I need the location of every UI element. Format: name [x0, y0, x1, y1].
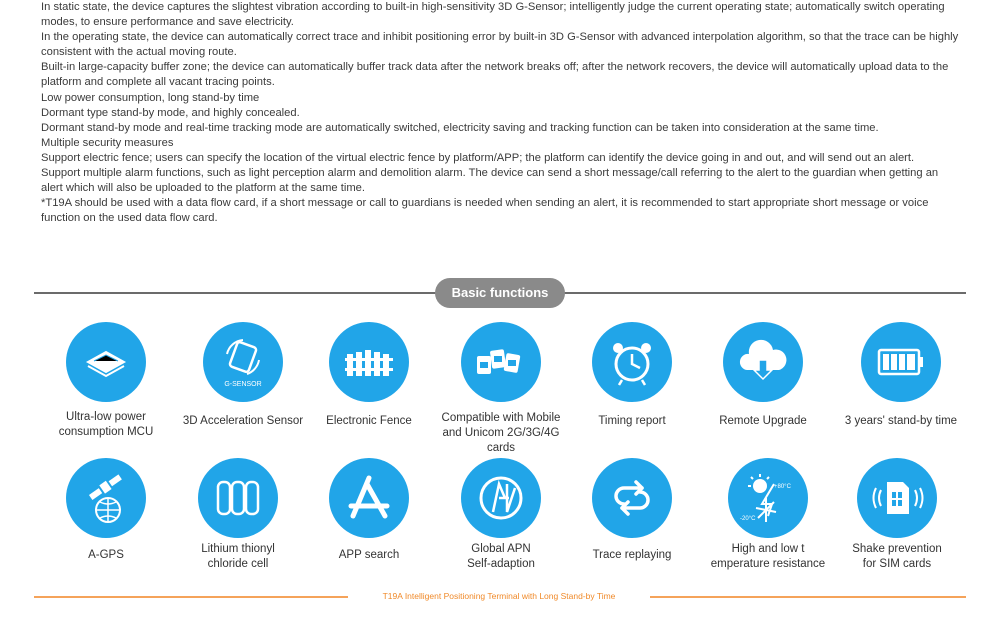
feature-label: Ultra-low power: [66, 411, 146, 423]
feature-apn: [436, 458, 566, 570]
feature-label: emperature resistance: [710, 558, 826, 570]
chip-icon: [66, 322, 146, 402]
icon-caption: +80°C: [774, 484, 791, 490]
app-store-icon: [329, 458, 409, 538]
sim-shake-icon: [857, 458, 937, 538]
alarm-clock-icon: [592, 322, 672, 402]
description-text: [41, 0, 961, 226]
fence-icon: [329, 322, 409, 402]
paragraph: In static state, the device captures the slightest vibration according to built-in high-sensitivity 3D G-Sensor; intelligently judge the current operating state; automatically switch operating modes, to ensure performance and save electricity.: [41, 1, 945, 29]
paragraph: Built-in large-capacity buffer zone; the device can automatically buffer track data after the network breaks off; after the network recovers, the device will automatically upload data to the platform and complete all vacant tracing points.: [41, 61, 949, 89]
feature-label: consumption MCU: [58, 426, 154, 438]
feature-label: High and low t: [731, 543, 805, 555]
feature-label: for SIM cards: [862, 558, 932, 570]
feature-label: Shake prevention: [852, 543, 942, 555]
paragraph: Support multiple alarm functions, such as light perception alarm and demolition alarm. The device can send a short message/call referring to the alert to the guardian when getting an alert which will also be uploaded to the platform at the same time.: [41, 167, 939, 195]
feature-label: Self-adaption: [467, 558, 535, 570]
footer-caption: T19A Intelligent Positioning Terminal with Long Stand-by Time: [382, 591, 616, 601]
paragraph: Support electric fence; users can specify the location of the virtual electric fence by platform/APP; the platform can identify the device going in and out, and will send out an alert.: [41, 151, 915, 164]
feature-mcu: [41, 322, 171, 438]
feature-timing: [567, 322, 697, 427]
feature-label: Remote Upgrade: [719, 415, 807, 427]
footer-divider: [650, 596, 966, 598]
feature-label: A-GPS: [88, 549, 124, 561]
feature-sim-shake: [832, 458, 962, 570]
sim-cards-icon: [461, 322, 541, 402]
paragraph: Dormant stand-by mode and real-time tracking mode are automatically switched, electricity saving and tracking function can be taken into consideration at the same time.: [41, 121, 879, 134]
feature-temperature: [703, 458, 833, 570]
paragraph: *T19A should be used with a data flow card, if a short message or call to guardians is needed when sending an alert, it is recommended to start appropriate short message or voice function on the used data flow card.: [41, 197, 929, 225]
feature-trace-replay: [567, 458, 697, 561]
battery-icon: [861, 322, 941, 402]
g-sensor-icon: [203, 322, 283, 402]
footer-divider: [34, 596, 348, 598]
feature-fence: [304, 322, 434, 427]
feature-label: chloride cell: [207, 558, 269, 570]
paragraph: In the operating state, the device can automatically correct trace and inhibit positioning error by built-in 3D G-Sensor with advanced interpolation algorithm, so that the trace can be highly consistent with the actual moving route.: [41, 31, 959, 59]
satellite-globe-icon: [66, 458, 146, 538]
paragraph: Low power consumption, long stand-by time: [41, 91, 260, 104]
feature-app-search: [304, 458, 434, 561]
feature-label: Electronic Fence: [326, 415, 412, 427]
paragraph: Multiple security measures: [41, 136, 174, 149]
feature-label: 3 years' stand-by time: [844, 415, 958, 427]
feature-sim-compat: [436, 322, 566, 454]
feature-label: Compatible with Mobile: [441, 412, 561, 424]
replay-arrows-icon: [592, 458, 672, 538]
feature-label: and Unicom 2G/3G/4G cards: [442, 427, 560, 454]
feature-label: Trace replaying: [592, 549, 672, 561]
feature-label: APP search: [338, 549, 400, 561]
feature-g-sensor: [178, 322, 308, 427]
battery-cells-icon: [198, 458, 278, 538]
icon-caption: -20°C: [740, 516, 756, 522]
temperature-icon: [728, 458, 808, 538]
feature-remote-upgrade: [698, 322, 828, 427]
feature-label: Lithium thionyl: [201, 543, 275, 555]
feature-agps: [41, 458, 171, 561]
feature-label: Timing report: [598, 415, 666, 427]
icon-caption: G-SENSOR: [224, 381, 262, 388]
section-title: Basic functions: [435, 278, 565, 308]
cloud-download-icon: [723, 322, 803, 402]
feature-label: Global APN: [471, 543, 531, 555]
apn-icon: [461, 458, 541, 538]
feature-standby: [836, 322, 966, 427]
paragraph: Dormant type stand-by mode, and highly concealed.: [41, 106, 300, 119]
feature-label: 3D Acceleration Sensor: [182, 415, 304, 427]
feature-lithium: [173, 458, 303, 570]
